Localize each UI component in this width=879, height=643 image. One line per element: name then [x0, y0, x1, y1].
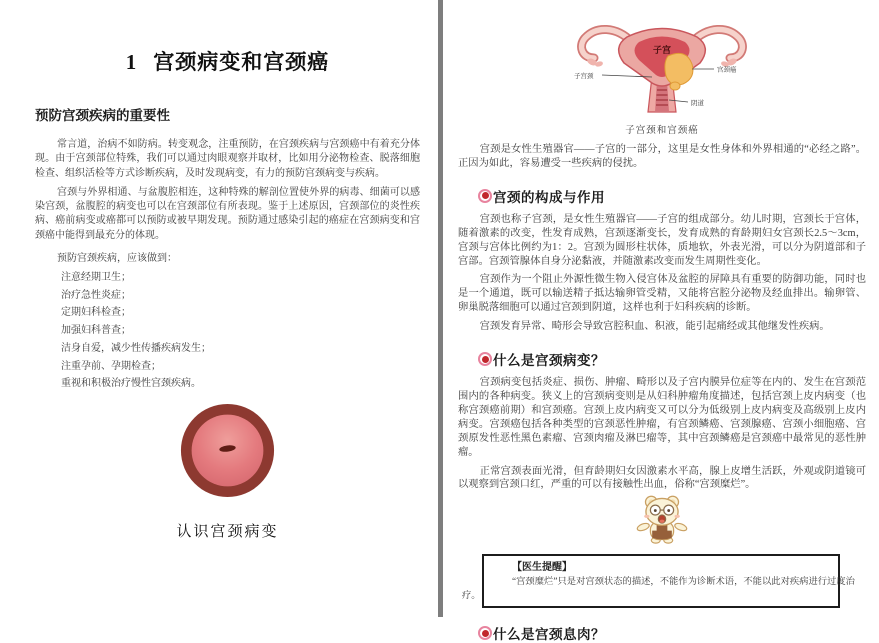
paragraph: 常言道，治病不如防病。转变观念，注重预防，在宫颈疾病与宫颈癌中有着充分体现。由于宫颈部位特殊，我们可以通过肉眼观察并取材，比如用分泌物检查、脱落细胞检查、组织活检等方式诊断疾病，及时发现病变，有力的预防宫颈病变与疾病。 [35, 139, 420, 179]
cervix-label: 子宫颈 [574, 73, 594, 80]
list-item: 注重孕前、孕期检查； [61, 360, 161, 372]
list-item: 重视和积极治疗慢性宫颈疾病。 [61, 378, 201, 390]
list-item: 注意经期卫生； [61, 272, 131, 284]
list-item: 加强妇科普查； [61, 325, 131, 337]
paragraph: 宫颈也称子宫颈，是女性生殖器官——子宫的组成部分。幼儿时期，宫颈长于宫体，随着激素的改变，性发育成熟，宫颈逐渐变长，发育成熟的育龄期妇女宫颈长2.5～3cm，宫颈与宫体比例约为1：2。宫颈为圆形柱状体，质地软，外表光滑，可以分为阴道部和子宫部。宫颈管腺体自身分泌黏液，并随激素改变而发生周期性变化。 [458, 213, 866, 267]
list-item: 治疗急性炎症； [61, 289, 131, 301]
vagina-label: 阴道 [691, 100, 704, 107]
uterus-figure [572, 20, 752, 136]
chapter-number: 1 [125, 50, 138, 74]
chapter-title-text: 宫颈病变和宫颈癌 [153, 50, 330, 74]
section-heading-row [478, 349, 866, 369]
paragraph: 宫颈发育异常、畸形会导致宫腔积血、积液，能引起痛经或其他继发性疾病。 [479, 321, 830, 333]
paragraph: 宫颈与外界相通、与盆腹腔相连，这种特殊的解剖位置使外界的病毒、细菌可以感染宫颈，盆腹腔的病变也可以在宫颈部位有所表现。鉴于上述原因，宫颈部位的炎性疾病、癌前病变或癌都可以预防或被早期发现。预防通过感染引起的癌症在宫颈病变和宫颈癌中能得到最充分的体现。 [35, 186, 420, 241]
section-heading: 什么是宫颈息肉？ [493, 627, 605, 643]
chapter-title [35, 46, 420, 76]
paragraph: 宫颈是女性生殖器官——子宫的一部分，这里是女性身体和外界相通的“必经之路”。正因为如此，容易遭受一些疾病的侵扰。 [458, 144, 866, 169]
list-item: 定期妇科检查； [61, 307, 131, 319]
uterus-label: 子宫 [652, 45, 672, 55]
paragraph: 宫颈作为一个阻止外源性微生物入侵宫体及盆腔的屏障具有重要的防御功能，同时也是一个通道，既可以输送精子抵达输卵管受精，又能将宫腔分泌物及经血排出。输卵管、卵巢脱落细胞可以通过宫颈到阴道，这样也利于妇科疾病的诊断。 [458, 274, 866, 314]
mascot-wrap [458, 494, 866, 549]
figure-caption: 子宫颈和宫颈癌 [625, 126, 699, 136]
figure-caption: 认识宫颈病变 [176, 524, 279, 540]
list-intro: 预防宫颈疾病，应该做到： [57, 253, 177, 265]
bullseye-bullet-icon [478, 189, 492, 203]
doctor-reminder-box [462, 554, 855, 608]
section-heading-row [478, 623, 866, 643]
cervix-illustration [179, 402, 276, 499]
bear-mascot-icon [635, 494, 689, 544]
reminder-title: 【医生提醒】 [512, 562, 572, 574]
paragraph: 正常宫颈表面光滑，但育龄期妇女因激素水平高，腺上皮增生活跃，外观或阴道镜可以观察到宫颈口红，严重的可以有接触性出血，俗称“宫颈糜烂”。 [458, 465, 866, 491]
prevention-list [35, 269, 420, 393]
section-heading: 什么是宫颈病变？ [493, 353, 605, 369]
bullseye-bullet-icon [478, 352, 492, 366]
left-page [0, 0, 438, 617]
right-page [443, 0, 879, 643]
reminder-text-continued: 疗。 [462, 591, 481, 602]
left-section-heading: 预防宫颈疾病的重要性 [35, 108, 170, 123]
paragraph: 宫颈病变包括炎症、损伤、肿瘤、畸形以及子宫内膜异位症等在内的、发生在宫颈范围内的各种病变。狭义上的宫颈病变则是从妇科肿瘤角度描述，包括宫颈上皮内病变（也称宫颈癌前期）和宫颈癌。宫颈上皮内病变又可以分为低级别上皮内病变及高级别上皮内病变。宫颈癌包括各种类型的宫颈恶性肿瘤，有宫颈鳞癌、宫颈腺癌、宫颈小细胞癌、宫颈原发性恶性黑色素瘤、宫颈肉瘤及淋巴瘤等，其中宫颈鳞癌是宫颈癌中最常见的恶性肿瘤。 [458, 377, 866, 458]
list-item: 洁身自爱，减少性传播疾病发生； [61, 342, 211, 354]
section-heading-row [478, 186, 866, 206]
cancer-label: 宫颈癌 [717, 66, 737, 74]
section-heading: 宫颈的构成与作用 [493, 189, 605, 205]
reminder-text: “宫颈糜烂”只是对宫颈状态的描述，不能作为诊断术语，不能以此对疾病进行过度治 [512, 577, 855, 588]
bullseye-bullet-icon [478, 626, 492, 640]
uterus-illustration [572, 20, 752, 116]
cervix-figure [35, 402, 420, 504]
